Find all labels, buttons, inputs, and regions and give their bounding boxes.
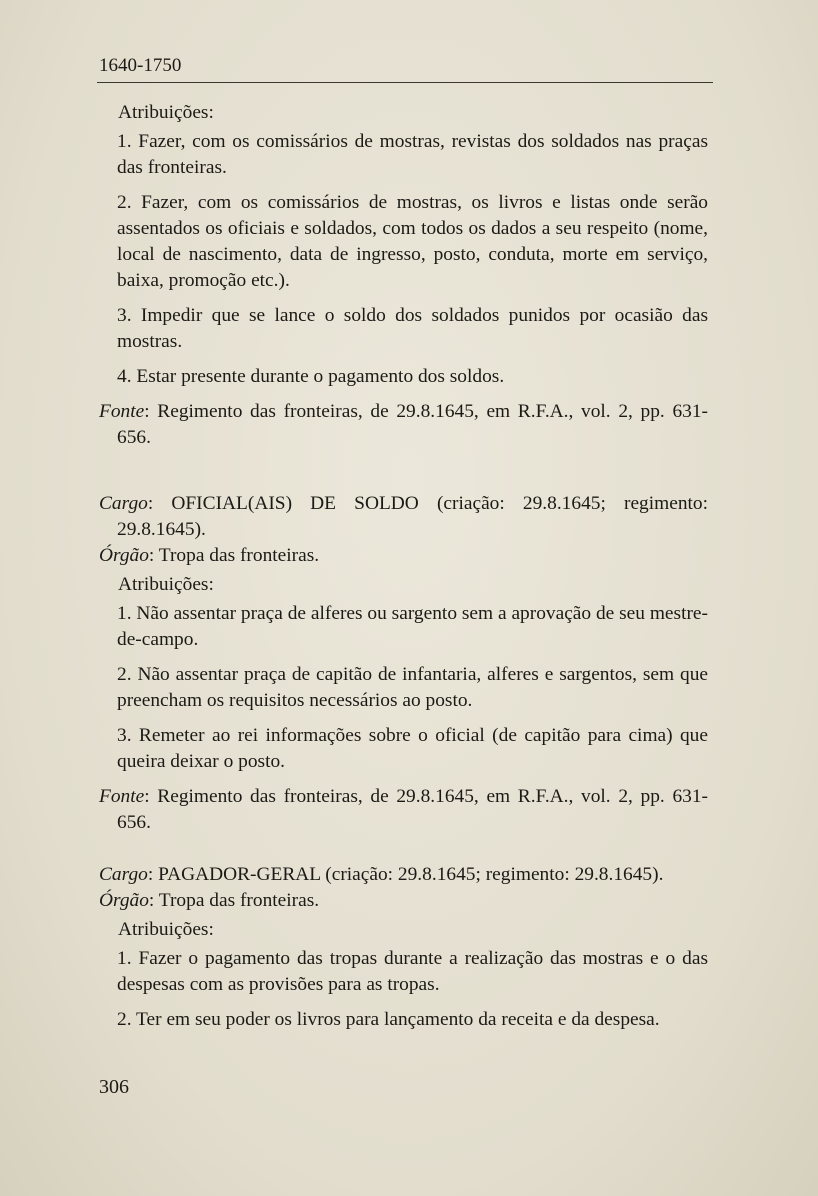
attribution-item: 3. Impedir que se lance o soldo dos soldados punidos por ocasião das mostras. — [117, 305, 708, 352]
attribution-item: 2. Não assentar praça de capitão de infantaria, alferes e sargentos, sem que preencham os requisitos necessários ao posto. — [117, 664, 708, 711]
source-line — [99, 784, 708, 836]
source-text: : Regimento das fronteiras, de 29.8.1645, em R.F.A., vol. 2, pp. 631-656. — [117, 786, 708, 833]
cargo-text: : OFICIAL(AIS) DE SOLDO (criação: 29.8.1645; regimento: 29.8.1645). — [117, 493, 708, 540]
attribution-item: 2. Fazer, com os comissários de mostras, os livros e listas onde serão assentados os oficiais e soldados, com todos os dados a seu respeito (nome, local de nascimento, data de ingresso, posto, conduta, morte em serviço, baixa, promoção etc.). — [117, 192, 708, 291]
cargo-line — [99, 491, 708, 543]
source-line — [99, 399, 708, 451]
orgao-text: : Tropa das fronteiras. — [148, 545, 320, 566]
attribution-item: 1. Fazer, com os comissários de mostras, revistas dos soldados nas praças das fronteiras. — [117, 131, 708, 178]
source-label: Fonte — [99, 401, 145, 422]
orgao-label: Órgão — [99, 545, 149, 566]
section-oficial-de-soldo — [99, 491, 708, 836]
attributions-label: Atribuições: — [118, 102, 214, 123]
orgao-text: : Tropa das fronteiras. — [148, 890, 320, 911]
section-pagador-geral — [99, 862, 708, 1033]
cargo-text: : PAGADOR-GERAL (criação: 29.8.1645; regimento: 29.8.1645). — [147, 864, 664, 885]
attribution-item: 1. Não assentar praça de alferes ou sargento sem a aprovação de seu mestre-de-campo. — [117, 603, 708, 650]
attribution-item: 3. Remeter ao rei informações sobre o oficial (de capitão para cima) que queira deixar o posto. — [117, 725, 708, 772]
cargo-label: Cargo — [99, 864, 148, 885]
source-text: : Regimento das fronteiras, de 29.8.1645, em R.F.A., vol. 2, pp. 631-656. — [117, 401, 708, 448]
orgao-label: Órgão — [99, 890, 149, 911]
attribution-item: 1. Fazer o pagamento das tropas durante a realização das mostras e o das despesas com as provisões para as tropas. — [117, 948, 708, 995]
cargo-label: Cargo — [99, 493, 148, 514]
attributions-label: Atribuições: — [118, 919, 214, 940]
section-comissarios-continued — [99, 100, 708, 451]
attribution-item: 4. Estar presente durante o pagamento dos soldos. — [117, 366, 505, 387]
page-number: 306 — [99, 1076, 129, 1098]
cargo-line — [99, 862, 708, 888]
orgao-line — [99, 888, 708, 914]
page-body — [99, 100, 708, 1042]
source-label: Fonte — [99, 786, 145, 807]
attributions-label: Atribuições: — [118, 574, 214, 595]
header-rule — [97, 82, 713, 83]
orgao-line — [99, 543, 708, 569]
running-head: 1640-1750 — [99, 55, 182, 76]
attribution-item: 2. Ter em seu poder os livros para lançamento da receita e da despesa. — [117, 1009, 660, 1030]
